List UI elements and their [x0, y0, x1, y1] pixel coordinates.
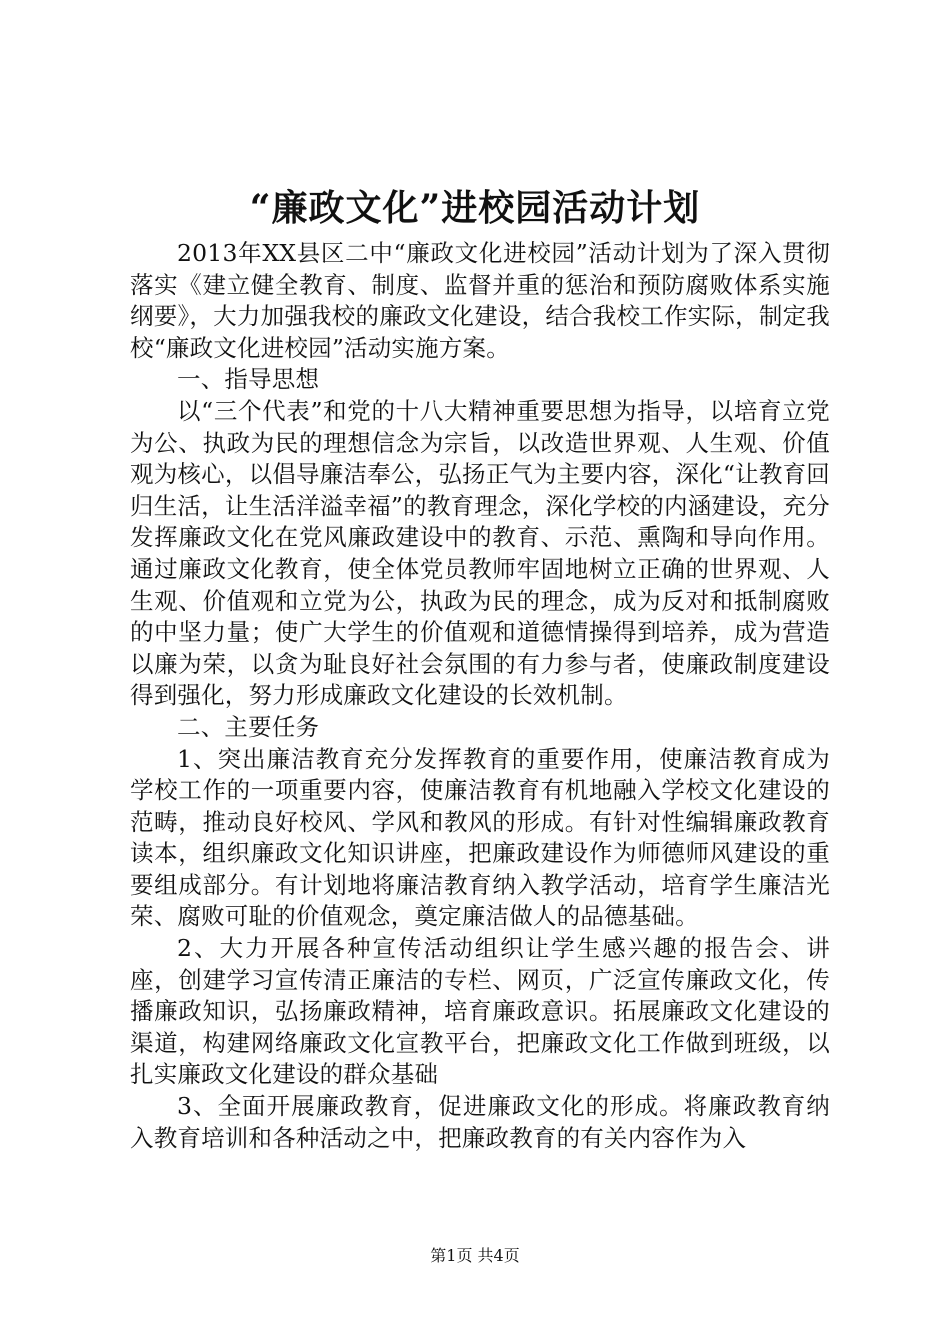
guiding-ideology-paragraph: 以“三个代表”和党的十八大精神重要思想为指导，以培育立党为公、执政为民的理想信念为宗旨，以改造世界观、人生观、价值观为核心，以倡导廉洁奉公，弘扬正气为主要内容，深化“让教育回归生活，让生活洋溢幸福”的教育理念，深化学校的内涵建设，充分发挥廉政文化在党风廉政建设中的教育、示范、熏陶和导向作用。通过廉政文化教育，使全体党员教师牢固地树立正确的世界观、人生观、价值观和立党为公，执政为民的理念，成为反对和抵制腐败的中坚力量；使广大学生的价值观和道德情操得到培养，成为营造以廉为荣，以贪为耻良好社会氛围的有力参与者，使廉政制度建设得到强化，努力形成廉政文化建设的长效机制。	[130, 396, 830, 710]
task-3-paragraph: 3、全面开展廉政教育，促进廉政文化的形成。将廉政教育纳入教育培训和各种活动之中，把廉政教育的有关内容作为入	[130, 1092, 830, 1152]
document-body	[130, 238, 830, 1154]
document-title: “廉政文化”进校园活动计划	[249, 187, 701, 229]
task-2-paragraph: 2、大力开展各种宣传活动组织让学生感兴趣的报告会、讲座，创建学习宣传清正廉洁的专栏、网页，广泛宣传廉政文化，传播廉政知识，弘扬廉政精神，培育廉政意识。拓展廉政文化建设的渠道，构建网络廉政文化宣教平台，把廉政文化工作做到班级，以扎实廉政文化建设的群众基础	[130, 934, 830, 1089]
section-heading-main-tasks: 二、主要任务	[177, 712, 320, 741]
task-1-paragraph: 1、突出廉洁教育充分发挥教育的重要作用，使廉洁教育成为学校工作的一项重要内容，使廉洁教育有机地融入学校文化建设的范畴，推动良好校风、学风和教风的形成。有针对性编辑廉政教育读本，组织廉政文化知识讲座，把廉政建设作为师德师风建设的重要组成部分。有计划地将廉洁教育纳入教学活动，培育学生廉洁光荣、腐败可耻的价值观念，奠定廉洁做人的品德基础。	[130, 744, 830, 931]
section-heading-guiding-ideology: 一、指导思想	[177, 365, 320, 394]
intro-paragraph: 2013年XX县区二中“廉政文化进校园”活动计划为了深入贯彻落实《建立健全教育、制度、监督并重的惩治和预防腐败体系实施纲要》，大力加强我校的廉政文化建设，结合我校工作实际，制定我校“廉政文化进校园”活动实施方案。	[130, 239, 830, 362]
page-number-footer: 第1页 共4页	[430, 1246, 520, 1265]
